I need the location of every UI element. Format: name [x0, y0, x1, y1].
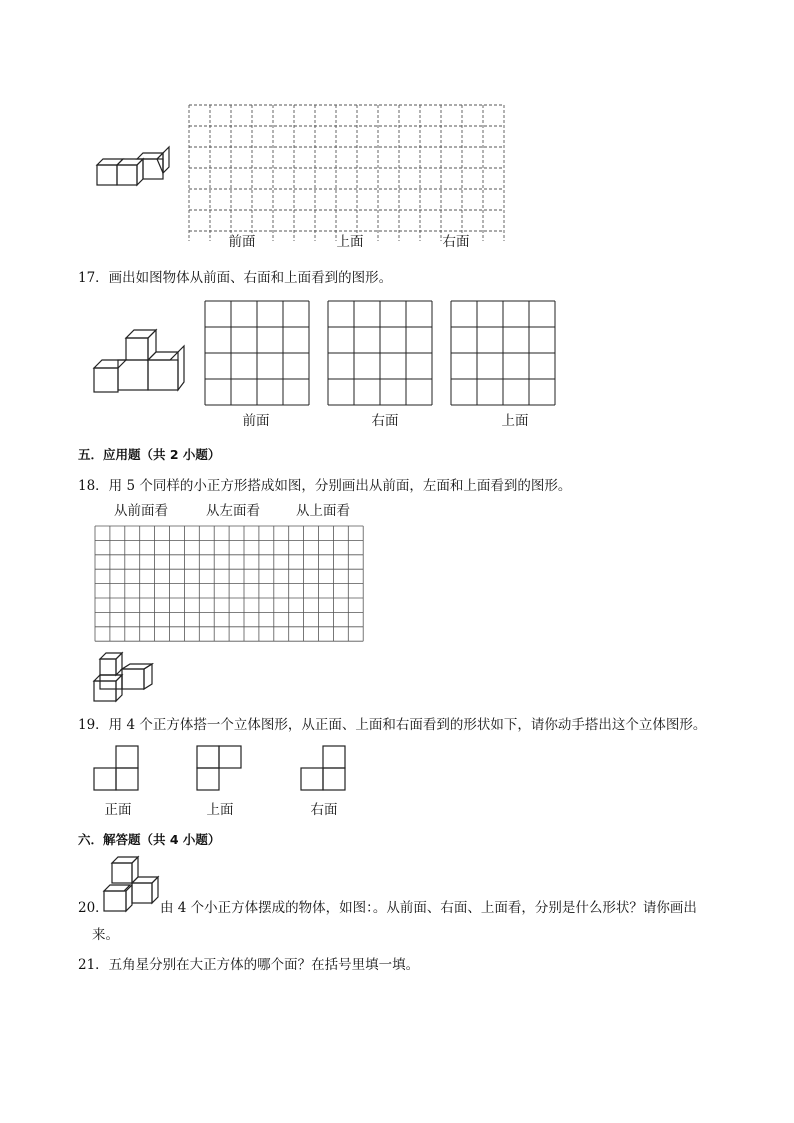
q16-label-front: 前面	[228, 234, 256, 250]
q17-cube-figure	[92, 325, 192, 395]
q21-text: 21．五角星分别在大正方体的哪个面？在括号里填一填。	[78, 957, 420, 973]
q20-number: 20．	[78, 900, 109, 916]
q20-text: 由 4 个小正方体摆成的物体，如图：。从前面、右面、上面看，分别是什么形状？请你画出	[160, 900, 697, 916]
section-5-title: 五．应用题（共 2 小题）	[78, 447, 221, 462]
q19-view-front	[94, 745, 142, 793]
q17-grid-top	[450, 300, 558, 408]
q16-label-right: 右面	[442, 234, 470, 250]
q18-grid	[94, 525, 364, 641]
q17-grid-front	[204, 300, 312, 408]
q19-text: 19．用 4 个正方体搭一个立体图形，从正面、上面和右面看到的形状如下，请你动手搭出这个立体图形。	[78, 717, 707, 733]
q16-dashed-grid	[188, 104, 508, 244]
q19-label-top: 上面	[206, 802, 234, 818]
q17-label-top: 上面	[501, 413, 529, 429]
q18-text: 18．用 5 个同样的小正方形搭成如图，分别画出从前面，左面和上面看到的图形。	[78, 478, 572, 494]
q19-label-right: 右面	[310, 802, 338, 818]
q16-label-top: 上面	[336, 234, 364, 250]
q17-label-right: 右面	[371, 413, 399, 429]
q17-label-front: 前面	[242, 413, 270, 429]
q18-header-front: 从前面看	[114, 503, 168, 519]
q18-header-left: 从左面看	[206, 503, 260, 519]
q19-view-right	[301, 745, 349, 793]
q16-cube-figure	[95, 150, 175, 190]
q19-view-top	[197, 745, 245, 793]
q20-cube-figure	[100, 852, 162, 914]
q19-label-front: 正面	[104, 802, 132, 818]
q17-grid-right	[327, 300, 435, 408]
q18-cube-figure	[92, 647, 162, 707]
q18-header-top: 从上面看	[296, 503, 350, 519]
q20-text-continued: 来。	[92, 927, 119, 943]
section-6-title: 六．解答题（共 4 小题）	[78, 832, 221, 847]
q17-text: 17．画出如图物体从前面、右面和上面看到的图形。	[78, 270, 393, 286]
